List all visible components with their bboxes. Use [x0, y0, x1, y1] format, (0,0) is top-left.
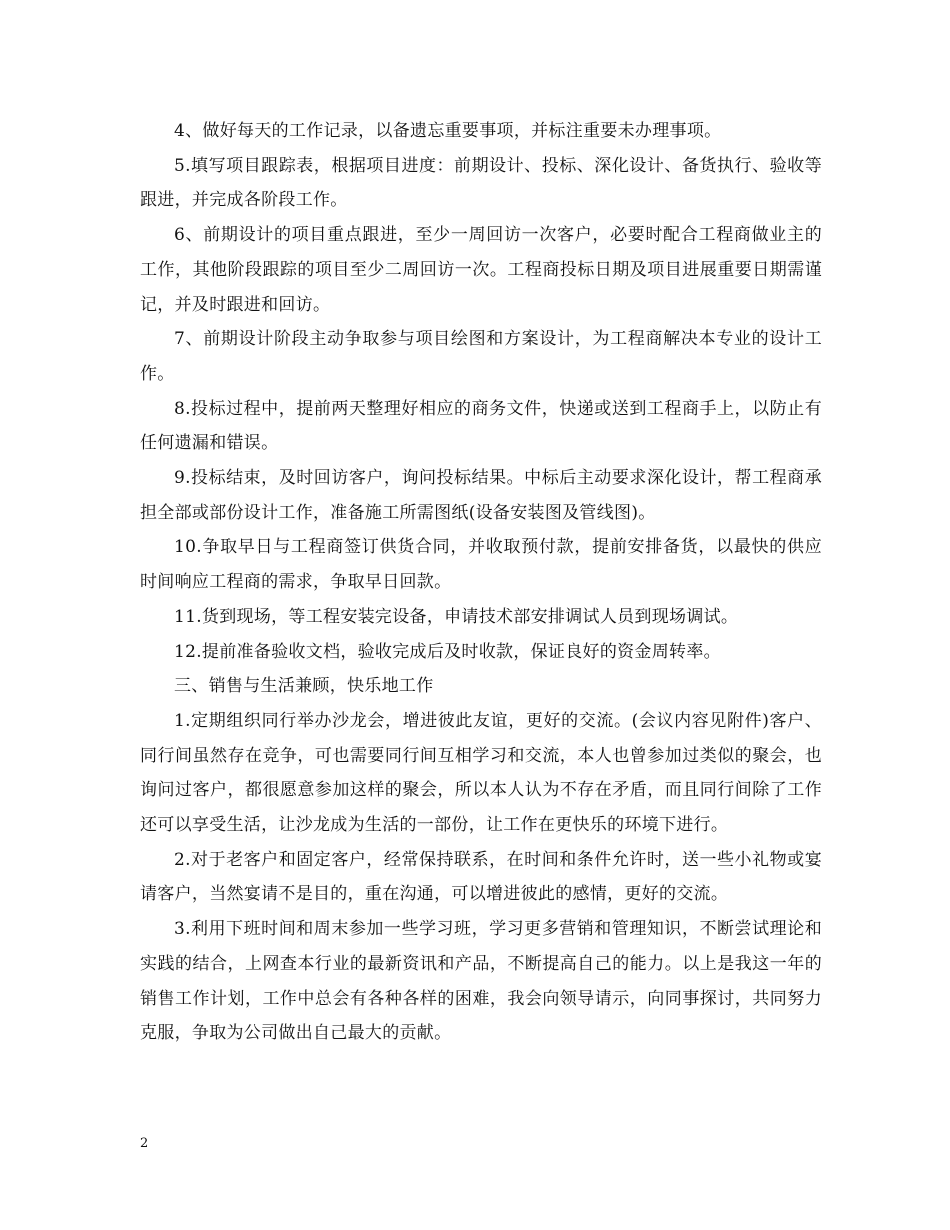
paragraph-item-3: 3.利用下班时间和周末参加一些学习班，学习更多营销和管理知识，不断尝试理论和实践的结合，上网查本行业的最新资讯和产品，不断提高自己的能力。以上是我这一年的销售工作计划，工作中总会有各种各样的困难，我会向领导请示，向同事探讨，共同努力克服，争取为公司做出自己最大的贡献。	[140, 919, 822, 1044]
paragraph-item-1: 1.定期组织同行举办沙龙会，增进彼此友谊，更好的交流。(会议内容见附件)客户、同行间虽然存在竞争，可也需要同行间互相学习和交流，本人也曾参加过类似的聚会，也询问过客户，都很愿意参加这样的聚会，所以本人认为不存在矛盾，而且同行间除了工作还可以享受生活，让沙龙成为生活的一部份，让工作在更快乐的环境下进行。	[140, 710, 822, 836]
paragraph-item-2: 2.对于老客户和固定客户，经常保持联系，在时间和条件允许时，送一些小礼物或宴请客户，当然宴请不是目的，重在沟通，可以增进彼此的感情，更好的交流。	[140, 849, 822, 905]
paragraph-item-10: 10.争取早日与工程商签订供货合同，并收取预付款，提前安排备货，以最快的供应时间响应工程商的需求，争取早日回款。	[140, 537, 822, 593]
paragraph-item-9: 9.投标结束，及时回访客户，询问投标结果。中标后主动要求深化设计，帮工程商承担全部或部份设计工作，准备施工所需图纸(设备安装图及管线图)。	[140, 468, 822, 523]
paragraph-item-12: 12.提前准备验收文档，验收完成后及时收款，保证良好的资金周转率。	[174, 641, 721, 662]
paragraph-item-8: 8.投标过程中，提前两天整理好相应的商务文件，快递或送到工程商手上，以防止有任何遗漏和错误。	[140, 398, 822, 454]
paragraph-item-5: 5.填写项目跟踪表，根据项目进度：前期设计、投标、深化设计、备货执行、验收等跟进，并完成各阶段工作。	[140, 155, 822, 211]
paragraph-item-7: 7、前期设计阶段主动争取参与项目绘图和方案设计，为工程商解决本专业的设计工作。	[140, 329, 822, 384]
paragraph-item-6: 6、前期设计的项目重点跟进，至少一周回访一次客户，必要时配合工程商做业主的工作，其他阶段跟踪的项目至少二周回访一次。工程商投标日期及项目进展重要日期需谨记，并及时跟进和回访。	[140, 225, 822, 315]
page-number: 2	[140, 1136, 149, 1151]
paragraph-item-11: 11.货到现场，等工程安装完设备，申请技术部安排调试人员到现场调试。	[174, 606, 739, 627]
section-heading: 三、销售与生活兼顾，快乐地工作	[174, 676, 434, 697]
paragraph-item-4: 4、做好每天的工作记录，以备遗忘重要事项，并标注重要未办理事项。	[174, 121, 722, 141]
document-body	[140, 114, 822, 1051]
